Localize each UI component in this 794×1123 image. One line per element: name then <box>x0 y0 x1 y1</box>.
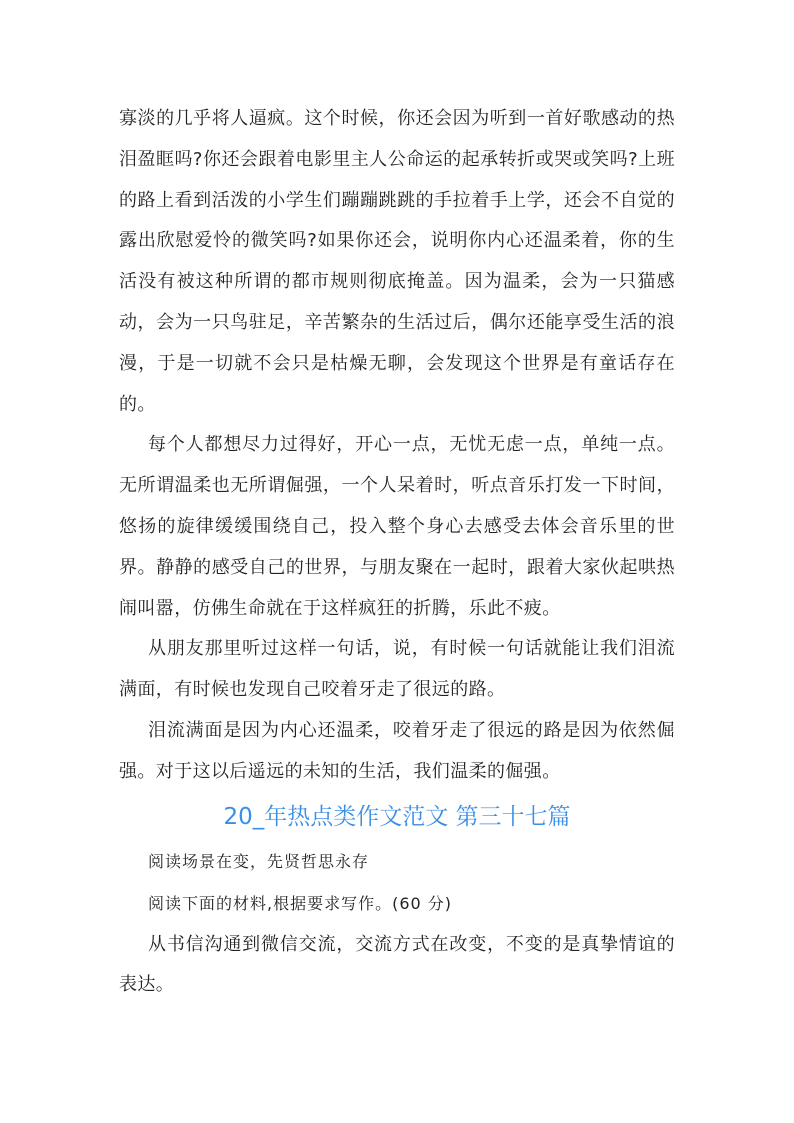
paragraph-4: 泪流满面是因为内心还温柔，咬着牙走了很远的路是因为依然倔强。对于这以后遥远的未知的生活，我们温柔的倔强。 <box>119 719 675 782</box>
section-heading: 20_年热点类作文范文 第三十七篇 <box>223 803 571 830</box>
prompt-title: 阅读场景在变，先贤哲思永存 <box>148 851 370 871</box>
paragraph-3: 从朋友那里听过这样一句话，说，有时候一句话就能让我们泪流满面，有时候也发现自己咬着牙走了很远的路。 <box>119 638 675 701</box>
document-body <box>119 99 675 1006</box>
prompt-instruction: 阅读下面的材料,根据要求写作。(60 分) <box>148 893 453 913</box>
paragraph-5: 从书信沟通到微信交流，交流方式在改变，不变的是真挚情谊的表达。 <box>119 933 675 996</box>
paragraph-2: 每个人都想尽力过得好，开心一点，无忧无虑一点，单纯一点。无所谓温柔也无所谓倔强，一个人呆着时，听点音乐打发一下时间，悠扬的旋律缓缓围绕自己，投入整个身心去感受去体会音乐里的世界。静静的感受自己的世界，与朋友聚在一起时，跟着大家伙起哄热闹叫嚣，仿佛生命就在于这样疯狂的折腾，乐此不疲。 <box>119 434 675 619</box>
paragraph-1: 寡淡的几乎将人逼疯。这个时候，你还会因为听到一首好歌感动的热泪盈眶吗?你还会跟着电影里主人公命运的起承转折或哭或笑吗?上班的路上看到活泼的小学生们蹦蹦跳跳的手拉着手上学，还会不自觉的露出欣慰爱怜的微笑吗?如果你还会，说明你内心还温柔着，你的生活没有被这种所谓的都市规则彻底掩盖。因为温柔，会为一只猫感动，会为一只鸟驻足，辛苦繁杂的生活过后，偶尔还能享受生活的浪漫，于是一切就不会只是枯燥无聊，会发现这个世界是有童话存在的。 <box>119 108 675 415</box>
